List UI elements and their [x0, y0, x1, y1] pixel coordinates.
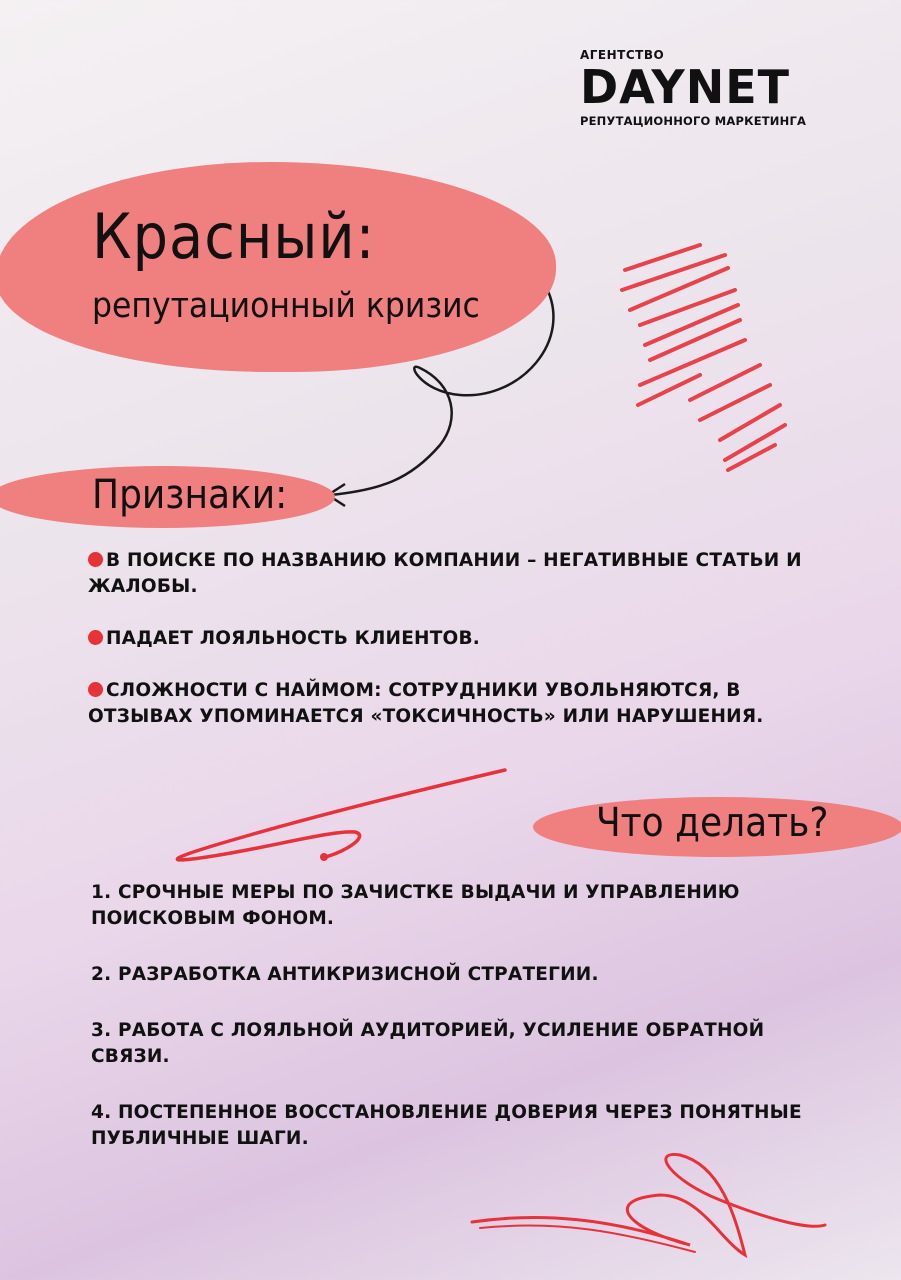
bullet-dot-icon: [88, 682, 103, 697]
signs-list: [88, 548, 808, 756]
list-item: 2. РАЗРАБОТКА АНТИКРИЗИСНОЙ СТРАТЕГИИ.: [91, 964, 599, 985]
list-item: СЛОЖНОСТИ С НАЙМОМ: СОТРУДНИКИ УВОЛЬНЯЮТСЯ, В ОТЗЫВАХ УПОМИНАЕТСЯ «ТОКСИЧНОСТЬ» ИЛИ НАРУШЕНИЯ.: [88, 680, 764, 727]
logo-bottom-line: РЕПУТАЦИОННОГО МАРКЕТИНГА: [580, 114, 807, 128]
logo: [580, 48, 850, 128]
bullet-dot-icon: [88, 552, 103, 567]
list-item: 3. РАБОТА С ЛОЯЛЬНОЙ АУДИТОРИЕЙ, УСИЛЕНИЕ ОБРАТНОЙ СВЯЗИ.: [91, 1020, 765, 1067]
bullet-dot-icon: [88, 630, 103, 645]
list-item: 4. ПОСТЕПЕННОЕ ВОССТАНОВЛЕНИЕ ДОВЕРИЯ ЧЕРЕЗ ПОНЯТНЫЕ ПУБЛИЧНЫЕ ШАГИ.: [91, 1102, 802, 1149]
page-subtitle: репутационный кризис: [92, 286, 480, 326]
signs-heading: Признаки:: [92, 472, 288, 518]
red-hatching: [622, 245, 785, 470]
list-item: В ПОИСКЕ ПО НАЗВАНИЮ КОМПАНИИ – НЕГАТИВНЫЕ СТАТЬИ И ЖАЛОБЫ.: [88, 550, 802, 597]
actions-heading: Что делать?: [596, 800, 829, 846]
logo-name: DAYNET: [580, 60, 790, 114]
page-title: Красный:: [92, 200, 376, 273]
list-item: ПАДАЕТ ЛОЯЛЬНОСТЬ КЛИЕНТОВ.: [88, 626, 808, 652]
logo-top-line: АГЕНТСТВО: [580, 48, 665, 62]
actions-list: [91, 880, 831, 1182]
list-item: 1. СРОЧНЫЕ МЕРЫ ПО ЗАЧИСТКЕ ВЫДАЧИ И УПРАВЛЕНИЮ ПОИСКОВЫМ ФОНОМ.: [91, 882, 740, 929]
swoosh-dot: [320, 853, 328, 861]
red-swoosh: [177, 770, 505, 860]
